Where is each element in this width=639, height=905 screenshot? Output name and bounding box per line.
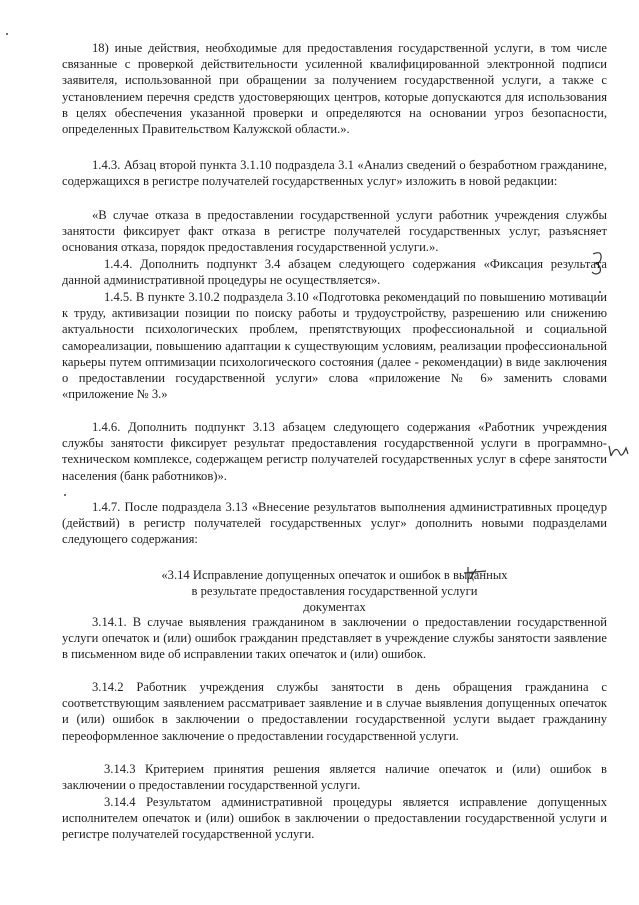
paragraph-1-4-6	[62, 419, 607, 484]
scan-speck	[6, 33, 8, 35]
heading-line: документах	[303, 600, 366, 614]
paragraph-text: 18) иные действия, необходимые для предоставления государственной услуги, в том числе связанные с проверкой действительности усиленной квалифицированной электронной подписи заявителя, использованной при обращении за получением государственной услуги, а также с установлением перечня средств удостоверяющих центров, которые допускаются для использования в целях обеспечения указанной проверки и определяются на основании угроз безопасности, определенных Правительством Калужской области.».	[62, 41, 607, 137]
paragraph-3-14-4	[62, 794, 607, 843]
paragraph-text: 1.4.6. Дополнить подпункт 3.13 абзацем следующего содержания «Работник учреждения службы занятости фиксирует результат предоставления государственной услуги в программно-техническом комплексе, содержащем регистр получателей государственных услуг в сфере занятости населения (банк работников)».	[62, 420, 607, 483]
paragraph-3-14-1	[62, 614, 607, 663]
paragraph-text: «В случае отказа в предоставлении государственной услуги работник учреждения службы занятости фиксирует факт отказа в регистре получателей государственных услуг, разъясняет основания отказа, порядок предоставления государственной услуги.».	[62, 208, 607, 255]
paragraph-text: 3.14.2 Работник учреждения службы занятости в день обращения гражданина с соответствующим заявлением рассматривает заявление и в случае выявления допущенных опечаток и (или) ошибок в заключении о предоставлении государственной услуги выдает гражданину переоформленное заключение о предоставлении государственной услуги.	[62, 680, 607, 743]
paragraph-text: 1.4.4. Дополнить подпункт 3.4 абзацем следующего содержания «Фиксация результата данной административной процедуры не осуществляется».	[62, 257, 607, 288]
paragraph-1-4-3	[62, 157, 607, 189]
heading-line: «3.14 Исправление допущенных опечаток и ошибок в выданных	[161, 568, 508, 582]
scan-speck	[64, 494, 66, 496]
paragraph-item-18	[62, 40, 607, 137]
paragraph-text: 1.4.7. После подраздела 3.13 «Внесение результатов выполнения административных процедур (действий) в регистр получателей государственных услуг» дополнить новыми подразделами следующего содержания:	[62, 500, 607, 547]
paragraph-text: 1.4.3. Абзац второй пункта 3.1.10 подраздела 3.1 «Анализ сведений о безработном гражданине, содержащихся в регистре получателей государственных услуг» изложить в новой редакции:	[62, 158, 607, 189]
paragraph-3-14-3	[62, 761, 607, 793]
paragraph-text: 3.14.3 Критерием принятия решения является наличие опечаток и (или) ошибок в заключении о предоставлении государственной услуги.	[62, 762, 607, 793]
paragraph-text: 3.14.4 Результатом административной процедуры является исправление допущенных исполнителем опечаток и (или) ошибок в заключении о предоставлении государственной услуги и регистре получателей государственной услуги.	[62, 795, 607, 842]
section-heading-3-14	[62, 567, 607, 615]
paragraph-text: 1.4.5. В пункте 3.10.2 подраздела 3.10 «Подготовка рекомендаций по повышению мотивации к труду, активизации позиции по поиску работы и трудоустройству, разрешению или снижению актуальности психологических проблем, препятствующих профессиональной и социальной самореализации, повышению адаптации к существующим условиям, реализации профессиональной карьеры путем оптимизации психологического состояния (далее - рекомендации) в виде заключения о предоставлении государственной услуги» слова «приложение № 6» заменить словами «приложение № 3.»	[62, 290, 607, 402]
paragraph-3-14-2	[62, 679, 607, 744]
heading-line: в результате предоставления государственной услуги	[191, 584, 478, 598]
paragraph-1-4-5	[62, 289, 607, 402]
paragraph-quote-refusal	[62, 207, 607, 256]
handwritten-mark	[606, 440, 634, 460]
paragraph-1-4-7	[62, 499, 607, 548]
paragraph-1-4-4	[62, 256, 607, 288]
paragraph-text: 3.14.1. В случае выявления гражданином в заключении о предоставлении государственной услуги опечаток и (или) ошибок гражданин представляет в учреждение службы занятости заявление в письменном виде об исправлении таких опечаток и (или) ошибок.	[62, 615, 607, 662]
